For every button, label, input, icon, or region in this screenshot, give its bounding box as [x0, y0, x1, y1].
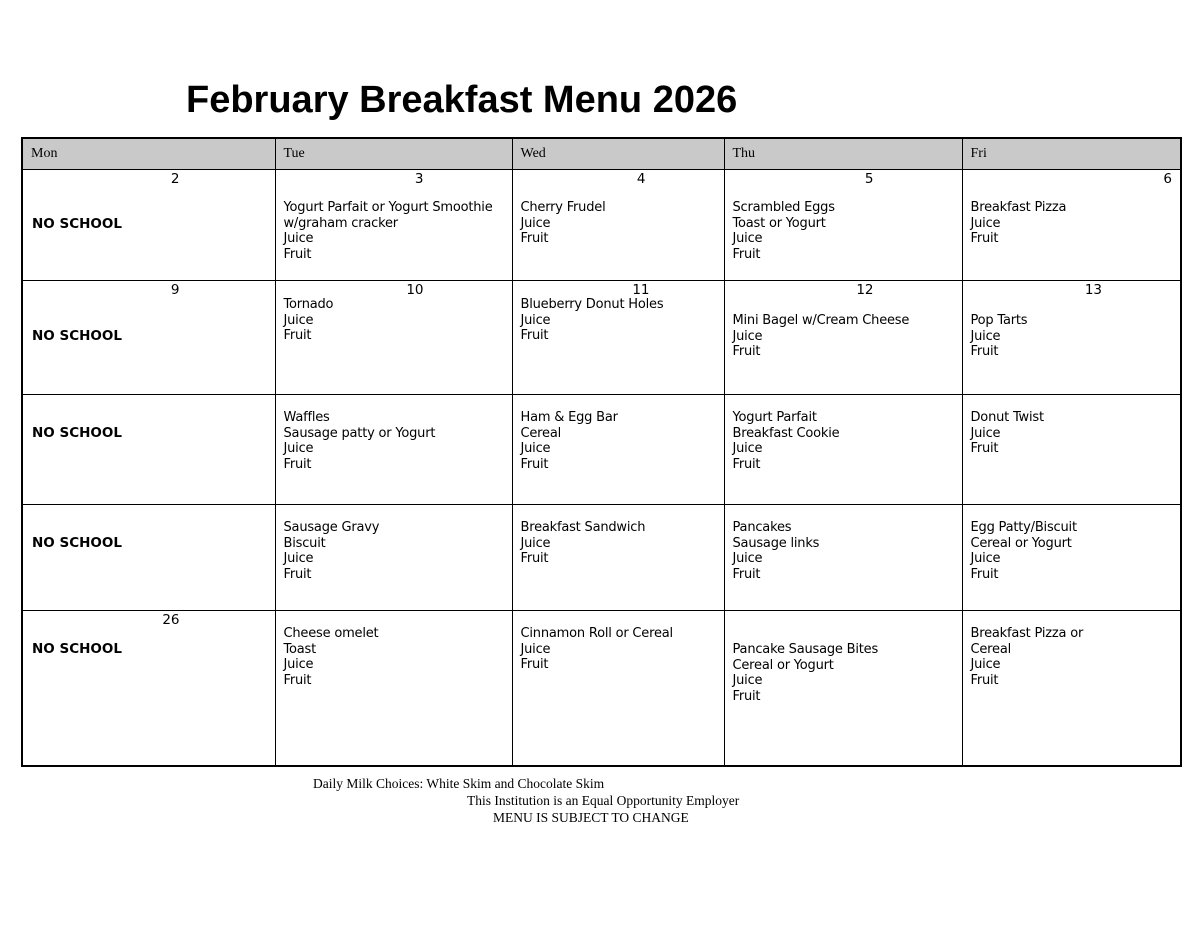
- menu-item: Fruit: [970, 566, 999, 582]
- day-number: 2: [170, 171, 180, 187]
- week-row: [22, 395, 1181, 505]
- menu-item: Juice: [970, 328, 1001, 344]
- menu-item: Juice: [283, 231, 314, 247]
- menu-item: Donut Twist: [970, 410, 1044, 425]
- menu-item-list: [733, 520, 958, 582]
- milk-choices-note: Daily Milk Choices: White Skim and Chocolate Skim: [313, 776, 605, 791]
- day-cell-thu: [724, 611, 962, 767]
- header-thu: Thu: [724, 138, 962, 170]
- menu-item: Juice: [732, 551, 763, 567]
- day-cell-wed: [512, 505, 724, 611]
- no-school-label: NO SCHOOL: [32, 328, 122, 344]
- menu-item: Fruit: [283, 456, 312, 472]
- menu-item: Yogurt Parfait or Yogurt Smoothie: [283, 200, 493, 215]
- menu-item: Juice: [520, 641, 551, 657]
- menu-item: Fruit: [283, 246, 312, 262]
- menu-item: Biscuit: [283, 535, 326, 551]
- day-cell-tue: [275, 505, 512, 611]
- menu-item-list: [284, 626, 508, 688]
- menu-item: Juice: [283, 657, 314, 673]
- menu-item: Juice: [283, 441, 314, 457]
- menu-item-list: [971, 313, 1177, 360]
- menu-item: Cereal: [520, 425, 562, 441]
- menu-item: Fruit: [732, 344, 761, 360]
- week-row: [22, 281, 1181, 395]
- menu-item-list: [521, 297, 720, 344]
- menu-item-list: [284, 410, 508, 472]
- day-number: 13: [1084, 282, 1102, 298]
- header-wed: Wed: [512, 138, 724, 170]
- day-cell-mon: [22, 395, 275, 505]
- menu-item: Cereal: [970, 641, 1012, 657]
- no-school-label: NO SCHOOL: [32, 535, 122, 551]
- menu-item: Juice: [283, 312, 314, 328]
- menu-item-list: [971, 410, 1177, 457]
- menu-item: Fruit: [732, 456, 761, 472]
- menu-item: Fruit: [520, 551, 549, 567]
- menu-item: Juice: [520, 215, 551, 231]
- day-cell-mon: [22, 611, 275, 767]
- day-cell-wed: [512, 281, 724, 395]
- menu-item: Pop Tarts: [970, 313, 1028, 328]
- menu-item: Juice: [732, 231, 763, 247]
- menu-item: Juice: [970, 425, 1001, 441]
- menu-item: Cinnamon Roll or Cereal: [520, 626, 673, 641]
- menu-item-list: [733, 200, 958, 262]
- menu-item: Fruit: [970, 672, 999, 688]
- day-number: 12: [856, 282, 874, 298]
- menu-item: w/graham cracker: [283, 215, 398, 231]
- day-cell-mon: [22, 170, 275, 281]
- menu-item-list: [284, 297, 508, 344]
- menu-item-list: [733, 642, 958, 704]
- equal-opportunity-note: This Institution is an Equal Opportunity Employer: [467, 793, 740, 808]
- menu-item-list: [971, 626, 1177, 688]
- menu-item: Fruit: [732, 566, 761, 582]
- menu-item: Cereal or Yogurt: [732, 657, 834, 673]
- day-number: 6: [1163, 171, 1172, 187]
- week-row: [22, 170, 1181, 281]
- header-fri: Fri: [962, 138, 1181, 170]
- menu-item: Sausage links: [732, 535, 820, 551]
- day-cell-wed: [512, 170, 724, 281]
- day-cell-tue: [275, 170, 512, 281]
- menu-item: Toast: [283, 641, 317, 657]
- menu-item-list: [521, 200, 720, 247]
- menu-calendar-table: [21, 137, 1182, 767]
- day-number: 4: [636, 171, 646, 187]
- menu-item: Juice: [283, 551, 314, 567]
- menu-item-list: [733, 313, 958, 360]
- menu-item: Juice: [732, 441, 763, 457]
- menu-item: Waffles: [283, 410, 330, 425]
- menu-item-list: [971, 200, 1177, 247]
- menu-change-disclaimer: MENU IS SUBJECT TO CHANGE: [493, 810, 689, 825]
- menu-item: Egg Patty/Biscuit: [970, 520, 1077, 535]
- day-cell-thu: [724, 395, 962, 505]
- menu-item: Toast or Yogurt: [732, 215, 826, 231]
- menu-item: Pancake Sausage Bites: [732, 642, 879, 657]
- no-school-label: NO SCHOOL: [32, 216, 122, 232]
- menu-item: Blueberry Donut Holes: [520, 297, 664, 312]
- menu-item: Fruit: [520, 657, 549, 673]
- menu-item: Sausage Gravy: [283, 520, 380, 535]
- menu-item: Cherry Frudel: [520, 200, 606, 215]
- menu-item: Fruit: [283, 672, 312, 688]
- menu-item: Fruit: [520, 328, 549, 344]
- menu-item-list: [521, 626, 720, 673]
- menu-item-list: [521, 520, 720, 567]
- day-number: 3: [414, 171, 424, 187]
- menu-item: Breakfast Pizza: [970, 200, 1067, 215]
- menu-item: Juice: [520, 535, 551, 551]
- menu-item: Tornado: [283, 297, 334, 312]
- menu-item: Cheese omelet: [283, 626, 379, 641]
- menu-item: Fruit: [283, 328, 312, 344]
- week-row: [22, 611, 1181, 767]
- menu-item: Juice: [520, 312, 551, 328]
- header-mon: Mon: [22, 138, 275, 170]
- menu-item: Mini Bagel w/Cream Cheese: [732, 313, 910, 328]
- day-cell-mon: [22, 505, 275, 611]
- day-cell-mon: [22, 281, 275, 395]
- day-cell-wed: [512, 611, 724, 767]
- day-number: 11: [632, 282, 650, 298]
- menu-item: Pancakes: [732, 520, 792, 535]
- menu-item: Fruit: [970, 231, 999, 247]
- menu-item-list: [521, 410, 720, 472]
- page-title: February Breakfast Menu 2026: [186, 79, 738, 121]
- menu-item: Fruit: [520, 456, 549, 472]
- week-row: [22, 505, 1181, 611]
- day-cell-thu: [724, 170, 962, 281]
- menu-item: Cereal or Yogurt: [970, 535, 1072, 551]
- no-school-label: NO SCHOOL: [32, 641, 122, 657]
- day-cell-fri: [962, 505, 1181, 611]
- menu-item: Fruit: [732, 688, 761, 704]
- day-cell-fri: [962, 395, 1181, 505]
- menu-item: Juice: [970, 551, 1001, 567]
- menu-item: Fruit: [970, 441, 999, 457]
- day-number: 9: [170, 282, 180, 298]
- menu-item: Breakfast Cookie: [732, 425, 840, 441]
- menu-item: Fruit: [970, 344, 999, 360]
- menu-item: Juice: [732, 328, 763, 344]
- header-tue: Tue: [275, 138, 512, 170]
- menu-item: Fruit: [732, 246, 761, 262]
- day-number: 26: [162, 612, 180, 628]
- day-number: 10: [406, 282, 424, 298]
- day-cell-wed: [512, 395, 724, 505]
- day-cell-fri: [962, 281, 1181, 395]
- menu-item-list: [284, 520, 508, 582]
- menu-item: Juice: [970, 215, 1001, 231]
- day-cell-fri: [962, 170, 1181, 281]
- day-number: 5: [864, 171, 874, 187]
- day-cell-tue: [275, 611, 512, 767]
- menu-item: Ham & Egg Bar: [520, 410, 618, 425]
- weekday-header-row: [22, 138, 1181, 170]
- menu-item-list: [733, 410, 958, 472]
- day-cell-fri: [962, 611, 1181, 767]
- menu-item: Juice: [520, 441, 551, 457]
- menu-item: Sausage patty or Yogurt: [283, 425, 436, 441]
- menu-item-list: [284, 200, 508, 262]
- no-school-label: NO SCHOOL: [32, 425, 122, 441]
- menu-item: Yogurt Parfait: [732, 410, 817, 425]
- menu-item: Fruit: [283, 566, 312, 582]
- menu-item: Fruit: [520, 231, 549, 247]
- day-cell-thu: [724, 281, 962, 395]
- menu-item: Scrambled Eggs: [732, 200, 835, 215]
- day-cell-tue: [275, 281, 512, 395]
- menu-item: Breakfast Sandwich: [520, 520, 646, 535]
- menu-item: Juice: [732, 673, 763, 689]
- day-cell-thu: [724, 505, 962, 611]
- day-cell-tue: [275, 395, 512, 505]
- menu-item-list: [971, 520, 1177, 582]
- menu-item: Breakfast Pizza or: [970, 626, 1084, 641]
- menu-item: Juice: [970, 657, 1001, 673]
